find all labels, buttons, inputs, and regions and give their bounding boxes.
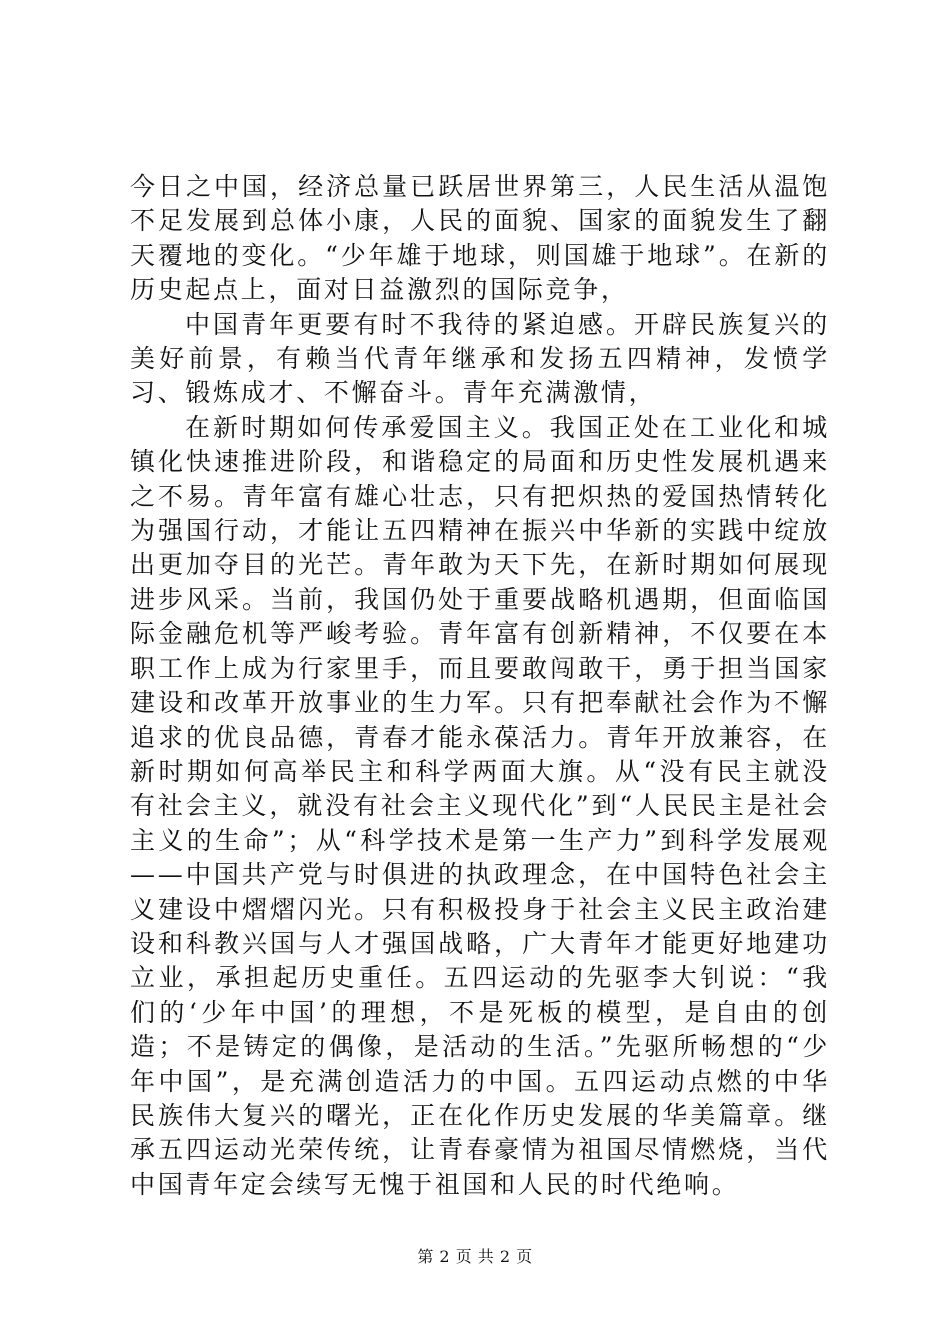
page-number-footer: 第 2 页 共 2 页 [417, 1247, 533, 1266]
paragraph-2: 中国青年更要有时不我待的紧迫感。开辟民族复兴的美好前景，有赖当代青年继承和发扬五四精神，发愤学习、锻炼成才、不懈奋斗。青年充满激情， [130, 309, 830, 408]
paragraph-3: 在新时期如何传承爱国主义。我国正处在工业化和城镇化快速推进阶段，和谐稳定的局面和历史性发展机遇来之不易。青年富有雄心壮志，只有把炽热的爱国热情转化为强国行动，才能让五四精神在振兴中华新的实践中绽放出更加夺目的光芒。青年敢为天下先，在新时期如何展现进步风采。当前，我国仍处于重要战略机遇期，但面临国际金融危机等严峻考验。青年富有创新精神，不仅要在本职工作上成为行家里手，而且要敢闯敢干，勇于担当国家建设和改革开放事业的生力军。只有把奉献社会作为不懈追求的优良品德，青春才能永葆活力。青年开放兼容，在新时期如何高举民主和科学两面大旗。从“没有民主就没有社会主义，就没有社会主义现代化”到“人民民主是社会主义的生命”；从“科学技术是第一生产力”到科学发展观——中国共产党与时俱进的执政理念，在中国特色社会主义建设中熠熠闪光。只有积极投身于社会主义民主政治建设和科教兴国与人才强国战略，广大青年才能更好地建功立业，承担起历史重任。五四运动的先驱李大钊说：“我们的‘少年中国’的理想，不是死板的模型，是自由的创造；不是铸定的偶像，是活动的生活。”先驱所畅想的“少年中国”，是充满创造活力的中国。五四运动点燃的中华民族伟大复兴的曙光，正在化作历史发展的华美篇章。继承五四运动光荣传统，让青春豪情为祖国尽情燃烧，当代中国青年定会续写无愧于祖国和人民的时代绝响。 [130, 412, 830, 1199]
paragraph-1: 今日之中国，经济总量已跃居世界第三，人民生活从温饱不足发展到总体小康，人民的面貌、国家的面貌发生了翻天覆地的变化。“少年雄于地球，则国雄于地球”。在新的历史起点上，面对日益激烈的国际竞争， [130, 172, 830, 305]
document-body [130, 170, 830, 1202]
